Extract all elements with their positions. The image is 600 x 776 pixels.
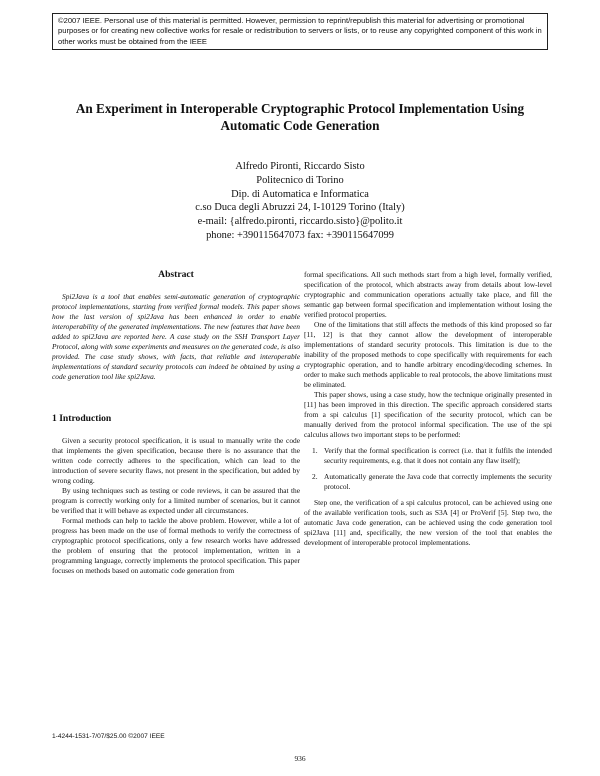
right-paragraph-3: This paper shows, using a case study, how the technique originally presented in [11] has been improved in this direction. The specific approach considered starts from a spi calculus [1] specification of the security protocol, which can be manually derived from the protocol informal specification. The use of the spi calculus allows two important steps to be performed: xyxy=(304,390,552,439)
list-item xyxy=(304,472,552,492)
title-line-1: An Experiment in Interoperable Cryptographic Protocol Implementation Using xyxy=(75,101,525,116)
isbn-footer: 1-4244-1531-7/07/$25.00 ©2007 IEEE xyxy=(52,733,165,740)
abstract-body xyxy=(52,292,300,382)
list-item-number: 2. xyxy=(312,472,318,481)
right-paragraph-4: Step one, the verification of a spi calculus protocol, can be achieved using one of the available verification tools, such as S3A [4] or ProVerif [5]. Step two, the automatic Java code generation, can be achieved using the code generation tool spi2Java [11] and, specifically, the new version of the tool that enables the development of interoperable protocol implementations. xyxy=(304,498,552,547)
copyright-notice: ©2007 IEEE. Personal use of this material is permitted. However, permission to reprint/republish this material for advertising or promotional purposes or for creating new collective works for resale or redistribution to servers or lists, or to reuse any copyrighted component of this work in other works must be obtained from the IEEE xyxy=(52,13,548,50)
left-column xyxy=(52,270,300,576)
list-item-number: 1. xyxy=(312,446,318,455)
introduction-heading: 1 Introduction xyxy=(52,413,112,424)
author-phone: phone: +390115647073 fax: +390115647099 xyxy=(206,229,394,241)
list-item-text: Verify that the formal specification is correct (i.e. that it fulfils the intended security requirements, e.g. that it does not contain any flaw itself); xyxy=(324,446,552,465)
author-email: e-mail: {alfredo.pironti, riccardo.sisto}@polito.it xyxy=(197,216,403,228)
intro-paragraph-1: Given a security protocol specification, it is usual to manually write the code that implements the given specification, because there is no assurance that the written code correctly adheres to the specification, which can lead to the introduction of severe security flaws, not present in the specification, but added by wrong coding. xyxy=(52,436,300,485)
intro-paragraph-3: Formal methods can help to tackle the above problem. However, while a lot of progress has been made on the use of formal methods to verify the correctness of cryptographic protocol specifications, only a few research works have addressed the problem of ensuring that the protocol implementation, written in a programming language, correctly implements the protocol specification. This paper focuses on methods based on automatic code generation from xyxy=(52,516,300,575)
steps-list xyxy=(304,446,552,492)
right-paragraph-2: One of the limitations that still affects the methods of this kind proposed so far [11, 12] is that they cannot allow the development of interoperable implementations of standard security protocols. This limitation is due to the inability of the proposed methods to cope specifically with requirements for each cryptographic operation, and to handle arbitrary encoding/decoding schemes. In order to make such methods applicable to real protocols, the above limitations must be eliminated. xyxy=(304,320,552,389)
paper-title xyxy=(40,100,560,134)
author-address: c.so Duca degli Abruzzi 24, I-10129 Torino (Italy) xyxy=(195,202,405,214)
right-paragraph-1: formal specifications. All such methods start from a high level, formally verified, specification of the protocol, which abstracts away from details about low-level cryptographic and communication operations actually take place, and fill the semantic gap between formal specification and implementation without losing the verified protocol properties. xyxy=(304,270,552,319)
abstract-heading: Abstract xyxy=(158,269,194,280)
title-line-2: Automatic Code Generation xyxy=(220,118,380,133)
list-item-text: Automatically generate the Java code that correctly implements the security protocol. xyxy=(324,472,552,491)
intro-paragraph-2: By using techniques such as testing or code reviews, it can be assured that the program is correctly working only for a limited number of scenarios, but it cannot be verified that it will behave as expected under all circumstances. xyxy=(52,486,300,515)
introduction-body xyxy=(52,436,300,576)
author-block xyxy=(150,160,450,243)
list-item xyxy=(304,446,552,466)
right-column-body xyxy=(304,270,552,548)
author-institution: Politecnico di Torino xyxy=(256,174,344,186)
abstract-text: Spi2Java is a tool that enables semi-automatic generation of cryptographic protocol implementations, starting from verified formal models. This paper shows how the last version of spi2Java has been enhanced in order to enable interoperability of the generated implementations. The new features that have been added to spi2Java are reported here. A case study on the SSH Transport Layer Protocol, along with some experiments and measures on the generated code, is also provided. The case study shows, with facts, that reliable and interoperable implementations of standard security protocols can indeed be obtained by using a code generation tool like spi2Java. xyxy=(52,292,300,381)
author-names: Alfredo Pironti, Riccardo Sisto xyxy=(235,161,365,172)
author-department: Dip. di Automatica e Informatica xyxy=(231,188,369,200)
right-column xyxy=(304,270,552,548)
page-number: 936 xyxy=(294,754,306,763)
